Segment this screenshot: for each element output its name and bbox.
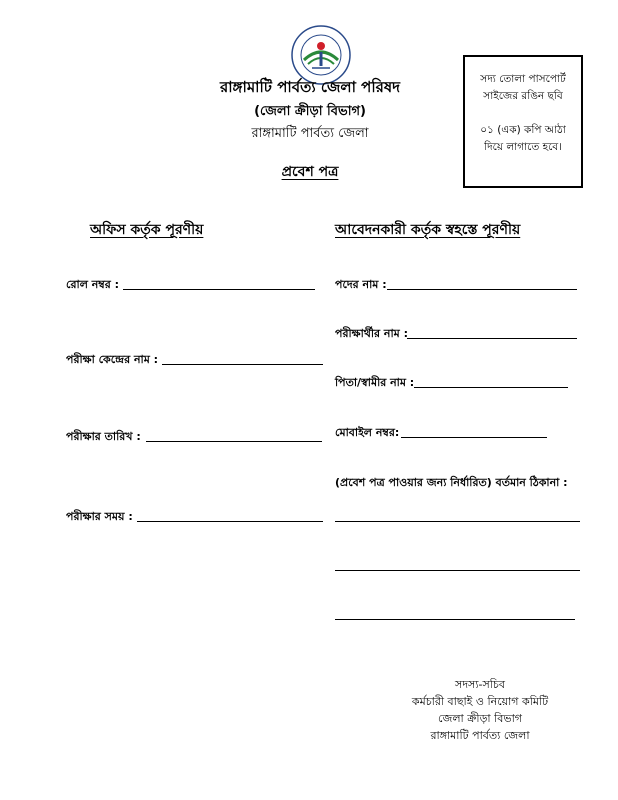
photo-instruction-line: সাইজের রঙিন ছবি [483,90,563,102]
address-field [335,474,568,493]
post-name-field [335,276,387,295]
candidate-name-label: পরীক্ষার্থীর নাম : [335,327,409,340]
exam-center-field [66,351,158,370]
signature-designation: সদস্য-সচিব [455,678,505,691]
council-title: রাঙ্গামাটি পার্বত্য জেলা পরিষদ [219,78,401,96]
address-blank-line[interactable] [335,570,580,571]
applicant-section-heading: আবেদনকারী কর্তৃক স্বহস্তে পূরণীয় [335,222,521,238]
roll-number-blank[interactable] [123,289,315,290]
district-name: রাঙ্গামাটি পার্বত্য জেলা [251,126,369,141]
mobile-number-blank[interactable] [401,437,547,438]
photo-instruction-line: দিয়ে লাগাতে হবে। [484,141,562,153]
exam-center-blank[interactable] [162,364,323,365]
exam-date-label: পরীক্ষার তারিখ : [66,430,141,443]
photo-placeholder-box [463,55,583,188]
father-husband-name-field [335,374,414,393]
exam-time-field [66,508,133,527]
father-husband-name-label: পিতা/স্বামীর নাম : [335,376,415,389]
signature-block [380,676,580,744]
exam-center-label: পরীক্ষা কেন্দ্রের নাম : [66,353,159,366]
candidate-name-field [335,325,408,344]
post-name-label: পদের নাম : [335,278,387,291]
roll-number-field [66,276,119,295]
exam-date-blank[interactable] [146,441,322,442]
signature-district: রাঙ্গামাটি পার্বত্য জেলা [430,729,530,742]
mobile-number-label: মোবাইল নম্বর: [335,426,400,439]
signature-committee: কর্মচারী বাছাই ও নিয়োগ কমিটি [411,695,549,708]
exam-date-field [66,428,141,447]
office-section-heading: অফিস কর্তৃক পূরণীয় [90,222,204,238]
post-name-blank[interactable] [387,289,577,290]
address-blank-line[interactable] [335,521,580,522]
address-label: (প্রবেশ পত্র পাওয়ার জন্য নির্ধারিত) বর্তমান ঠিকানা : [335,476,568,489]
mobile-number-field [335,424,399,443]
photo-instruction-line: ০১ (এক) কপি আঠা [480,124,566,136]
signature-department: জেলা ক্রীড়া বিভাগ [438,712,522,725]
exam-time-blank[interactable] [137,521,323,522]
document-title: প্রবেশ পত্র [281,164,339,180]
address-blank-line[interactable] [335,619,575,620]
photo-instruction-line: সদ্য তোলা পাসপোর্ট [480,73,566,85]
father-husband-name-blank[interactable] [414,387,568,388]
roll-number-label: রোল নম্বর : [66,278,120,291]
candidate-name-blank[interactable] [407,338,577,339]
department-name: (জেলা ক্রীড়া বিভাগ) [254,104,366,119]
exam-time-label: পরীক্ষার সময় : [66,510,133,523]
